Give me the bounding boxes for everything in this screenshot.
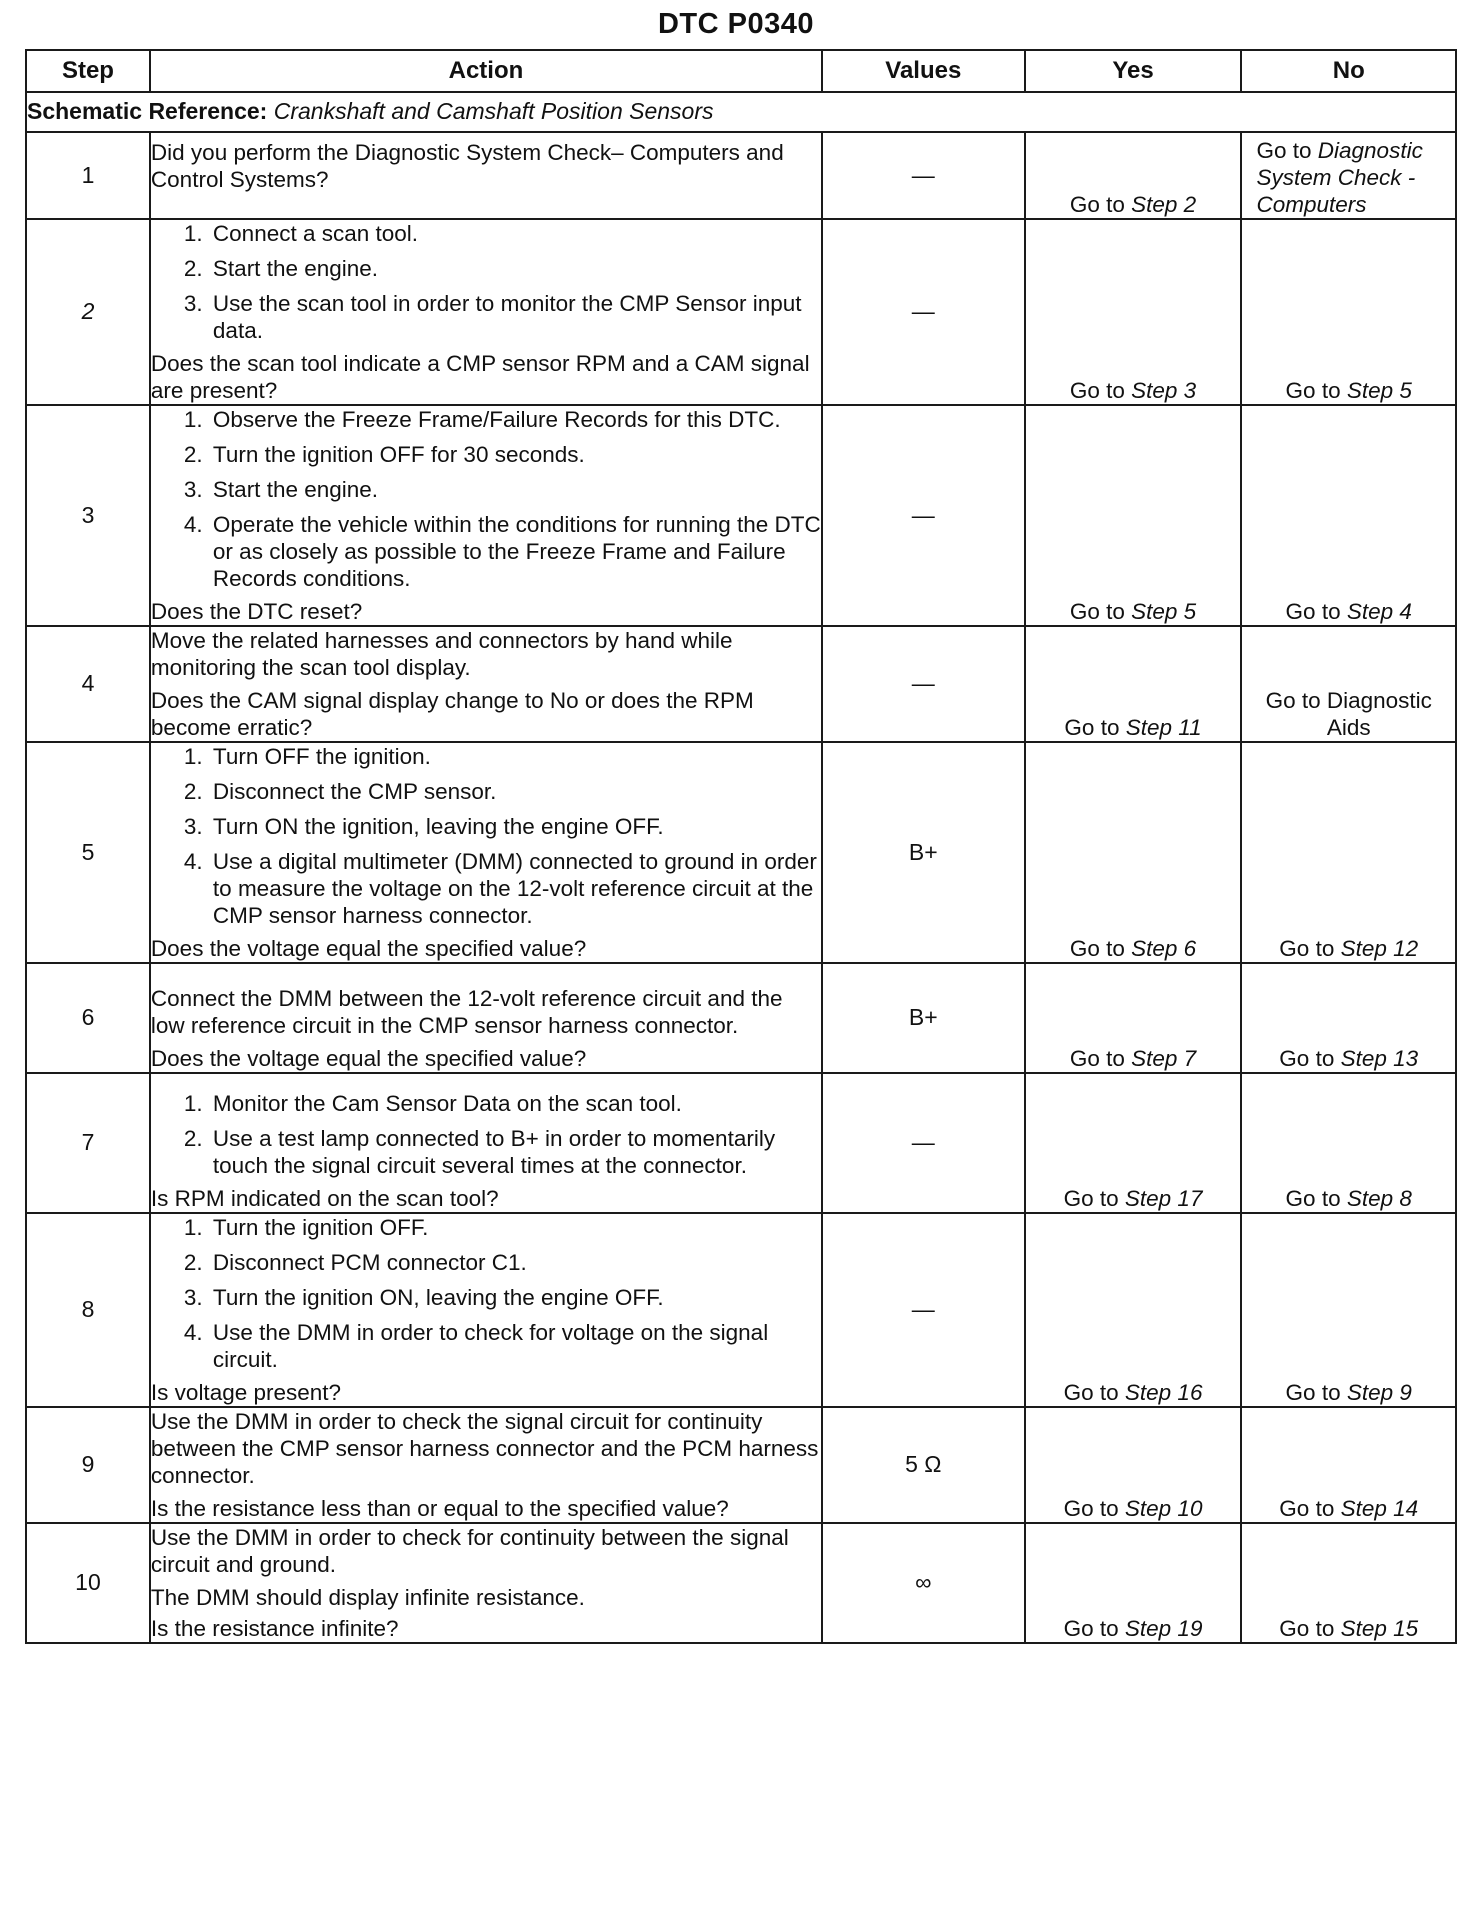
no-prefix: Go to xyxy=(1285,1380,1347,1405)
no-link[interactable]: Step 15 xyxy=(1340,1616,1419,1641)
action-question: Does the scan tool indicate a CMP sensor RPM and a CAM signal are present? xyxy=(150,351,810,403)
yes-cell xyxy=(1025,1213,1242,1407)
header-yes: Yes xyxy=(1025,50,1242,92)
yes-cell xyxy=(1025,1073,1242,1213)
value-cell: B+ xyxy=(822,963,1025,1073)
value-cell: — xyxy=(822,626,1025,742)
yes-link[interactable]: Step 5 xyxy=(1131,599,1197,624)
yes-cell xyxy=(1025,132,1242,219)
yes-cell xyxy=(1025,1523,1242,1643)
yes-prefix: Go to xyxy=(1069,192,1132,217)
table-row xyxy=(26,963,1456,1073)
action-question: Does the CAM signal display change to No or does the RPM become erratic? xyxy=(150,688,754,740)
no-prefix: Go to xyxy=(1285,599,1347,624)
header-row xyxy=(26,50,1456,92)
header-action: Action xyxy=(150,50,822,92)
yes-cell xyxy=(1025,219,1242,405)
yes-cell xyxy=(1025,742,1242,963)
no-cell xyxy=(1241,742,1456,963)
list-item: 4. Use a digital multimeter (DMM) connected to ground in order to measure the voltage on the 12-volt reference circuit at the CMP sensor harness connector. xyxy=(209,848,821,929)
step-number: 9 xyxy=(26,1407,150,1523)
table-row xyxy=(26,1523,1456,1643)
yes-link[interactable]: Step 19 xyxy=(1124,1616,1203,1641)
yes-link[interactable]: Step 16 xyxy=(1124,1380,1203,1405)
value-cell: — xyxy=(822,1073,1025,1213)
list-item: 1. Observe the Freeze Frame/Failure Records for this DTC. xyxy=(209,406,821,433)
step-number: 8 xyxy=(26,1213,150,1407)
page-title: DTC P0340 xyxy=(657,8,814,40)
yes-cell xyxy=(1025,1407,1242,1523)
action-question: Does the voltage equal the specified value? xyxy=(150,936,587,961)
no-link[interactable]: Step 12 xyxy=(1340,936,1419,961)
table-row xyxy=(26,219,1456,405)
list-item: 2. Start the engine. xyxy=(209,255,821,282)
action-text: Move the related harnesses and connectors by hand while monitoring the scan tool display. xyxy=(150,628,733,680)
table-row xyxy=(26,132,1456,219)
yes-link[interactable]: Step 3 xyxy=(1131,378,1197,403)
no-cell xyxy=(1241,963,1456,1073)
action-list xyxy=(151,406,821,592)
action-cell xyxy=(150,1073,822,1213)
step-number: 3 xyxy=(26,405,150,626)
no-link[interactable]: Step 9 xyxy=(1346,1380,1412,1405)
action-text: Use the DMM in order to check the signal circuit for continuity between the CMP sensor harness connector and the PCM harness connector. xyxy=(150,1409,819,1488)
no-link[interactable]: Step 5 xyxy=(1346,378,1412,403)
action-question: Does the voltage equal the specified value? xyxy=(150,1046,587,1071)
yes-link[interactable]: Step 11 xyxy=(1125,715,1202,740)
schematic-reference xyxy=(26,92,1456,132)
no-cell xyxy=(1241,132,1456,219)
action-cell xyxy=(150,1407,822,1523)
yes-prefix: Go to xyxy=(1069,1046,1132,1071)
action-cell xyxy=(150,132,822,219)
action-text: Did you perform the Diagnostic System Check– Computers and Control Systems? xyxy=(150,140,784,192)
no-cell xyxy=(1241,1213,1456,1407)
action-question: Is the resistance infinite? xyxy=(150,1616,399,1641)
action-cell xyxy=(150,405,822,626)
list-item: 1. Monitor the Cam Sensor Data on the scan tool. xyxy=(209,1090,821,1117)
no-link[interactable]: Step 4 xyxy=(1346,599,1412,624)
no-prefix: Go to xyxy=(1279,1046,1341,1071)
table-row xyxy=(26,1073,1456,1213)
list-item: 1. Connect a scan tool. xyxy=(209,220,821,247)
no-cell xyxy=(1241,1523,1456,1643)
action-cell xyxy=(150,219,822,405)
value-cell: 5 Ω xyxy=(822,1407,1025,1523)
list-item: 2. Disconnect the CMP sensor. xyxy=(209,778,821,805)
no-link[interactable]: Go to Diagnostic Aids xyxy=(1265,688,1432,740)
step-number: 1 xyxy=(26,132,150,219)
list-item: 1. Turn OFF the ignition. xyxy=(209,743,821,770)
action-cell xyxy=(150,1523,822,1643)
value-cell: — xyxy=(822,219,1025,405)
action-text: Connect the DMM between the 12-volt reference circuit and the low reference circuit in the CMP sensor harness connector. xyxy=(150,986,783,1038)
schematic-row xyxy=(26,92,1456,132)
yes-link[interactable]: Step 17 xyxy=(1124,1186,1203,1211)
no-link[interactable]: Step 13 xyxy=(1340,1046,1419,1071)
list-item: 3. Use the scan tool in order to monitor the CMP Sensor input data. xyxy=(209,290,821,344)
no-cell xyxy=(1241,1073,1456,1213)
yes-prefix: Go to xyxy=(1063,1186,1125,1211)
yes-link[interactable]: Step 2 xyxy=(1131,192,1197,217)
header-step: Step xyxy=(26,50,150,92)
action-list xyxy=(151,1214,821,1373)
no-link[interactable]: Diagnostic System Check - Computers xyxy=(1256,138,1423,217)
action-cell xyxy=(150,963,822,1073)
yes-prefix: Go to xyxy=(1069,936,1132,961)
table-row xyxy=(26,1407,1456,1523)
no-cell xyxy=(1241,405,1456,626)
action-cell xyxy=(150,742,822,963)
no-prefix: Go to xyxy=(1279,936,1341,961)
yes-link[interactable]: Step 10 xyxy=(1124,1496,1203,1521)
action-question: Is voltage present? xyxy=(150,1380,342,1405)
schematic-value: Crankshaft and Camshaft Position Sensors xyxy=(273,98,714,125)
action-cell xyxy=(150,626,822,742)
yes-link[interactable]: Step 7 xyxy=(1131,1046,1197,1071)
header-values: Values xyxy=(822,50,1025,92)
no-link[interactable]: Step 14 xyxy=(1340,1496,1419,1521)
yes-link[interactable]: Step 6 xyxy=(1131,936,1197,961)
no-prefix: Go to xyxy=(1256,138,1318,163)
diagnostic-table xyxy=(25,49,1457,1644)
list-item: 2. Disconnect PCM connector C1. xyxy=(209,1249,821,1276)
step-number: 2 xyxy=(26,219,150,405)
value-cell: ∞ xyxy=(822,1523,1025,1643)
no-link[interactable]: Step 8 xyxy=(1346,1186,1412,1211)
step-number: 7 xyxy=(26,1073,150,1213)
list-item: 2. Turn the ignition OFF for 30 seconds. xyxy=(209,441,821,468)
yes-cell xyxy=(1025,405,1242,626)
schematic-label: Schematic Reference: xyxy=(27,98,268,125)
list-item: 3. Turn ON the ignition, leaving the engine OFF. xyxy=(209,813,821,840)
yes-prefix: Go to xyxy=(1064,715,1126,740)
value-cell: — xyxy=(822,405,1025,626)
yes-cell xyxy=(1025,963,1242,1073)
no-cell xyxy=(1241,626,1456,742)
list-item: 3. Turn the ignition ON, leaving the engine OFF. xyxy=(209,1284,821,1311)
action-cell xyxy=(150,1213,822,1407)
list-item: 4. Operate the vehicle within the conditions for running the DTC or as closely as possible to the Freeze Frame and Failure Records conditions. xyxy=(209,511,821,592)
action-list xyxy=(151,1090,821,1179)
no-prefix: Go to xyxy=(1279,1496,1341,1521)
value-cell: B+ xyxy=(822,742,1025,963)
action-question: Is RPM indicated on the scan tool? xyxy=(150,1186,499,1211)
no-prefix: Go to xyxy=(1285,1186,1347,1211)
step-number: 4 xyxy=(26,626,150,742)
yes-prefix: Go to xyxy=(1063,1496,1125,1521)
action-text: Use the DMM in order to check for continuity between the signal circuit and ground. xyxy=(150,1525,789,1577)
value-cell: — xyxy=(822,1213,1025,1407)
step-number: 6 xyxy=(26,963,150,1073)
list-item: 2. Use a test lamp connected to B+ in order to momentarily touch the signal circuit several times at the connector. xyxy=(209,1125,821,1179)
value-cell: — xyxy=(822,132,1025,219)
action-question: Does the DTC reset? xyxy=(150,599,363,624)
no-cell xyxy=(1241,219,1456,405)
action-list xyxy=(151,220,821,344)
yes-prefix: Go to xyxy=(1069,378,1132,403)
list-item: 3. Start the engine. xyxy=(209,476,821,503)
step-number: 5 xyxy=(26,742,150,963)
table-row xyxy=(26,742,1456,963)
yes-prefix: Go to xyxy=(1063,1380,1125,1405)
list-item: 1. Turn the ignition OFF. xyxy=(209,1214,821,1241)
yes-prefix: Go to xyxy=(1069,599,1132,624)
no-prefix: Go to xyxy=(1279,1616,1341,1641)
table-row xyxy=(26,626,1456,742)
no-prefix: Go to xyxy=(1285,378,1347,403)
step-number: 10 xyxy=(26,1523,150,1643)
action-text: The DMM should display infinite resistance. xyxy=(150,1585,585,1610)
list-item: 4. Use the DMM in order to check for voltage on the signal circuit. xyxy=(209,1319,821,1373)
table-row xyxy=(26,1213,1456,1407)
yes-cell xyxy=(1025,626,1242,742)
yes-prefix: Go to xyxy=(1063,1616,1125,1641)
table-row xyxy=(26,405,1456,626)
action-list xyxy=(151,743,821,929)
header-no: No xyxy=(1241,50,1456,92)
no-cell xyxy=(1241,1407,1456,1523)
action-question: Is the resistance less than or equal to the specified value? xyxy=(150,1496,729,1521)
